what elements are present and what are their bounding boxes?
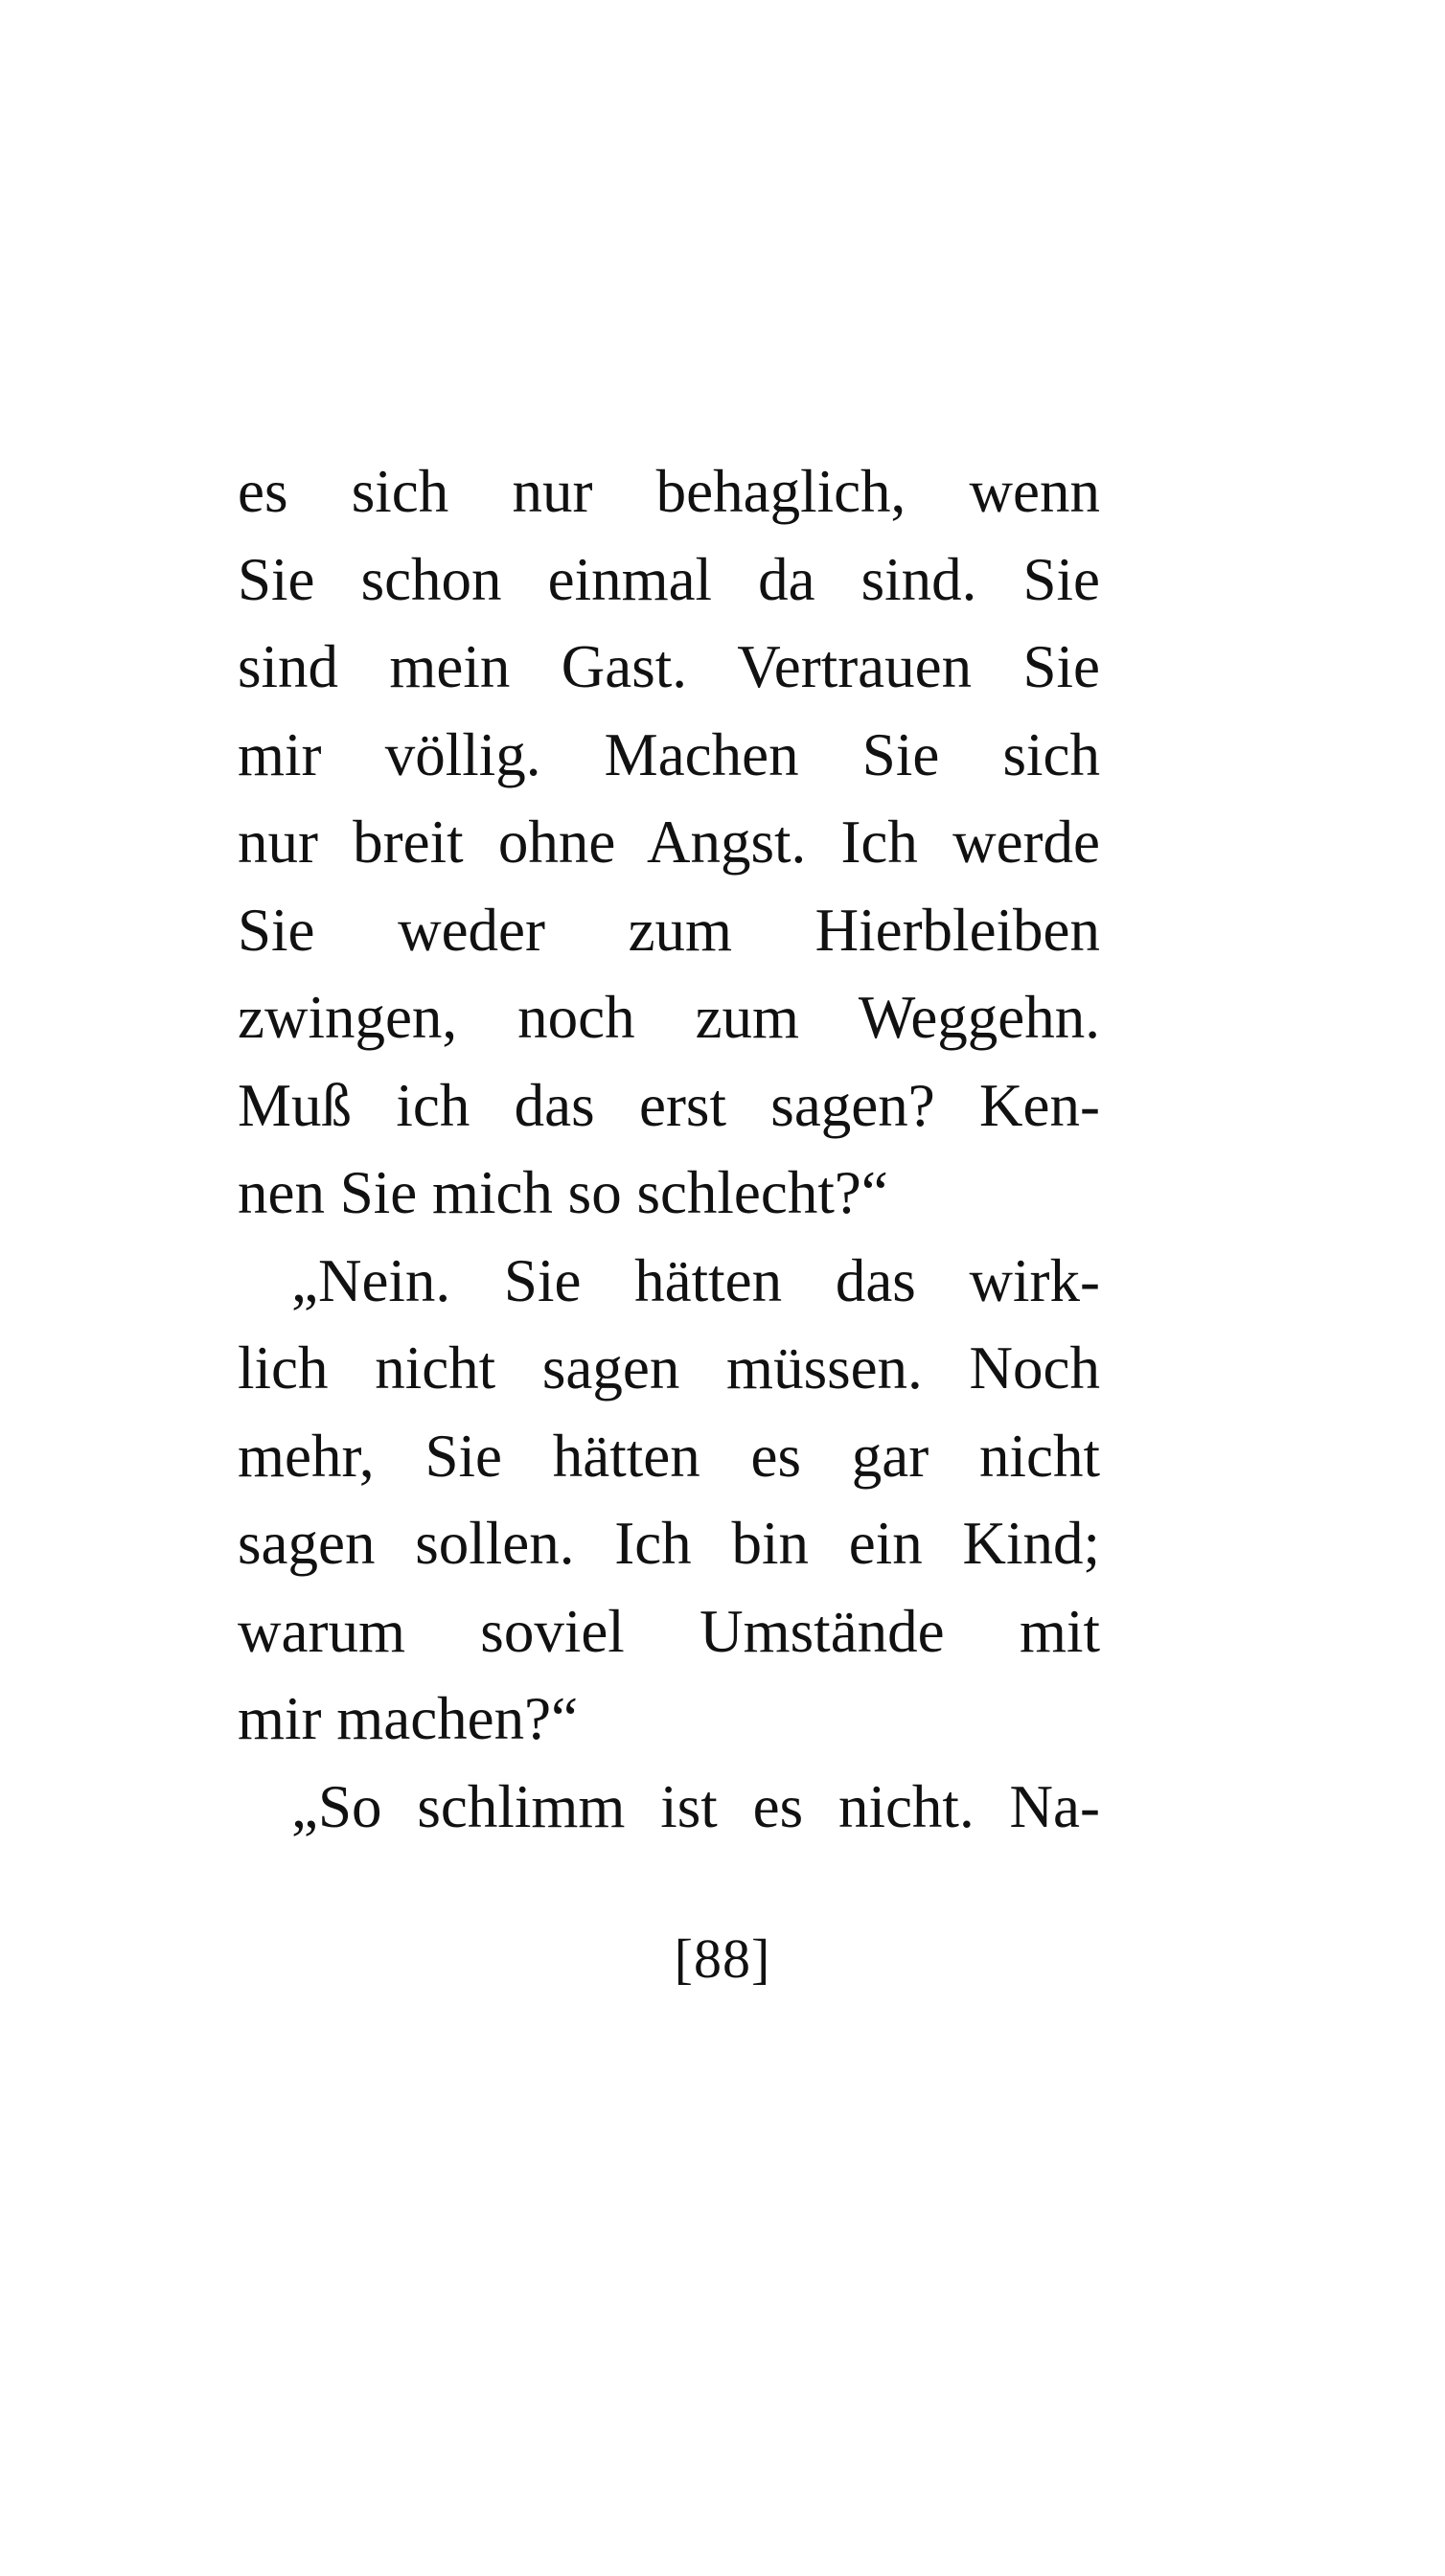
text-line: lich nicht sagen müssen. Noch bbox=[238, 1334, 1100, 1402]
text-line: mehr, Sie hätten es gar nicht bbox=[238, 1422, 1100, 1490]
text-line: zwingen, noch zum Weggehn. bbox=[238, 984, 1100, 1051]
text-line: Sie schon einmal da sind. Sie bbox=[238, 545, 1100, 613]
text-line: „Nein. Sie hätten das wirk- bbox=[291, 1246, 1100, 1314]
text-line: mir völlig. Machen Sie sich bbox=[238, 720, 1100, 788]
text-line: Muß ich das erst sagen? Ken- bbox=[238, 1071, 1100, 1139]
body-text bbox=[238, 448, 1100, 1851]
text-line: Sie weder zum Hierbleiben bbox=[238, 896, 1100, 964]
text-line: mir machen?“ bbox=[238, 1685, 579, 1752]
text-line: es sich nur behaglich, wenn bbox=[238, 458, 1100, 525]
text-line: sagen sollen. Ich bin ein Kind; bbox=[238, 1510, 1100, 1577]
page-number: [88] bbox=[674, 1927, 771, 1990]
text-line: sind mein Gast. Vertrauen Sie bbox=[238, 633, 1100, 700]
text-line: nur breit ohne Angst. Ich werde bbox=[238, 809, 1100, 876]
text-line: „So schlimm ist es nicht. Na- bbox=[291, 1772, 1100, 1840]
text-line: nen Sie mich so schlecht?“ bbox=[238, 1159, 888, 1226]
text-line: warum soviel Umstände mit bbox=[238, 1597, 1100, 1665]
